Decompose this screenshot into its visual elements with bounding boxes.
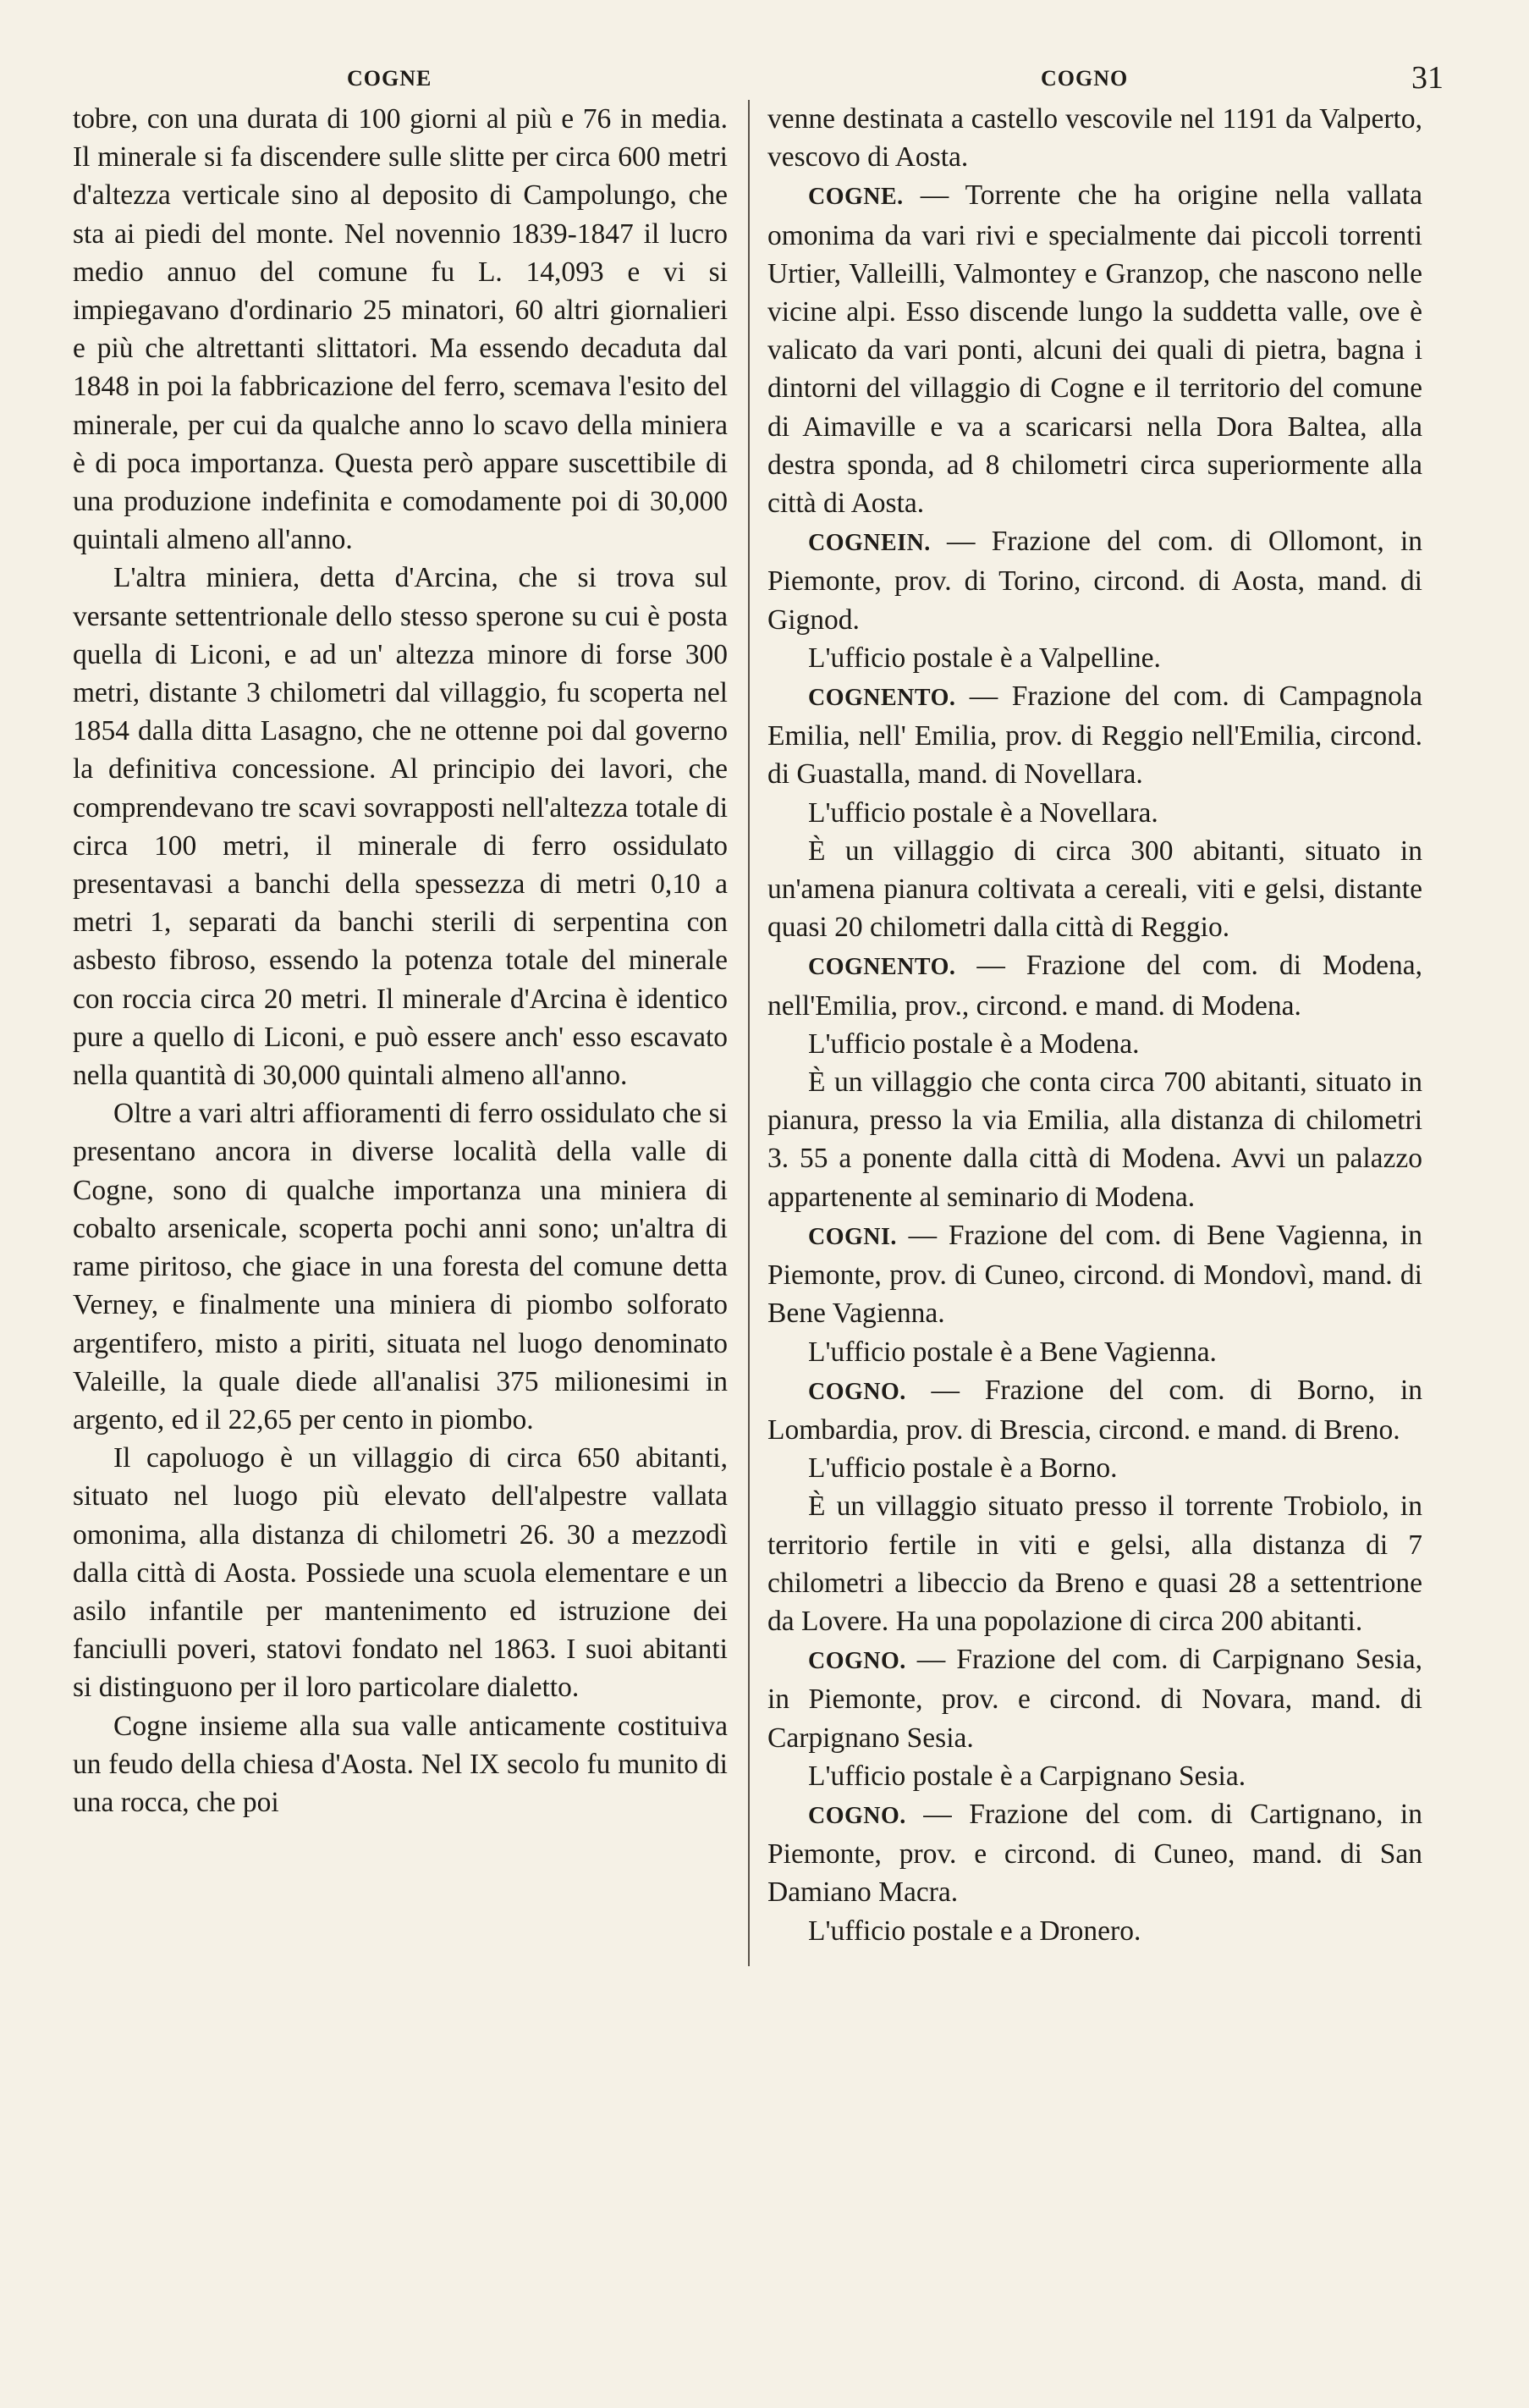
entry-paragraph <box>767 1449 1422 1487</box>
entry-text: — Frazione del com. di Campagnola Emilia, nell' Emilia, prov. di Reggio nell'Emilia, circond. di Guastalla, mand. di Novellara. <box>767 681 1422 791</box>
entry-text: È un villaggio che conta circa 700 abitanti, situato in pianura, presso la via Emilia, alla distanza di chilometri 3. 55 a ponente dalla città di Modena. Avvi un palazzo appartenente al seminario di Modena. <box>767 1066 1422 1213</box>
left-paragraph: Cogne insieme alla sua valle anticamente costituiva un feudo della chiesa d'Aosta. Nel IX secolo fu munito di una rocca, che poi <box>73 1710 728 1818</box>
entry-text: — Frazione del com. di Cartignano, in Piemonte, prov. e circond. di Cuneo, mand. di San Damiano Macra. <box>767 1798 1422 1909</box>
entry-text: — Frazione del com. di Borno, in Lombardia, prov. di Brescia, circond. e mand. di Breno. <box>767 1374 1422 1446</box>
entry-text: venne destinata a castello vescovile nel 1191 da Valperto, vescovo di Aosta. <box>767 103 1422 174</box>
entry-text: L'ufficio postale è a Modena. <box>808 1028 1140 1060</box>
entry-text: L'ufficio postale è a Borno. <box>808 1452 1118 1485</box>
entry-text: È un villaggio situato presso il torrente Trobiolo, in territorio fertile in viti e gelsi, alla distanza di 7 chilometri a libeccio da Breno e quasi 28 a settentrione da Lovere. Ha una popolazione di circa 200 abitanti. <box>767 1491 1422 1637</box>
entry-text: — Frazione del com. di Ollomont, in Piemonte, prov. di Torino, circond. di Aosta, mand. di Gignod. <box>767 526 1422 636</box>
entry-headword: COGNENTO. <box>808 954 956 981</box>
column-divider <box>748 100 750 1966</box>
entry-paragraph <box>767 1487 1422 1640</box>
entry-text: — Frazione del com. di Carpignano Sesia, in Piemonte, prov. e circond. di Novara, mand. di Carpignano Sesia. <box>767 1644 1422 1754</box>
dictionary-entry <box>767 1795 1422 1912</box>
right-column <box>767 100 1422 1950</box>
entry-paragraph <box>767 1912 1422 1950</box>
entry-paragraph <box>767 1025 1422 1063</box>
left-paragraph: Il capoluogo è un villaggio di circa 650 abitanti, situato nel luogo più elevato dell'alpestre vallata omonima, alla distanza di chilometri 26. 30 a mezzodì dalla città di Aosta. Possiede una scuola elementare e un asilo infantile per mantenimento ed istruzione dei fanciulli poveri, statovi fondato nel 1863. I suoi abitanti si distinguono per il loro particolare dialetto. <box>73 1442 728 1704</box>
entry-paragraph <box>767 794 1422 832</box>
dictionary-entry <box>767 946 1422 1024</box>
entry-headword: COGNO. <box>808 1378 906 1405</box>
left-paragraph: L'altra miniera, detta d'Arcina, che si trova sul versante settentrionale dello stesso sperone su cui è posta quella di Liconi, e ad un' altezza minore di forse 300 metri, distante 3 chilometri dal villaggio, fu scoperta nel 1854 dalla ditta Lasagno, che ne ottenne poi dal governo la definitiva concessione. Al principio dei lavori, che comprendevano tre scavi sovrapposti nell'altezza totale di circa 100 metri, il minerale di ferro ossidulato presentavasi a banchi della spessezza di metri 0,10 a metri 1, separati da banchi sterili di serpentina con asbesto fibroso, essendo la potenza totale del minerale con roccia circa 20 metri. Il minerale d'Arcina è identico pure a quello di Liconi, e può essere anch' esso escavato nella quantità di 30,000 quintali almeno all'anno. <box>73 562 728 1092</box>
entry-text: — Frazione del com. di Modena, nell'Emilia, prov., circond. e mand. di Modena. <box>767 950 1422 1022</box>
left-paragraph: Oltre a vari altri affioramenti di ferro ossidulato che si presentano ancora in diverse località della valle di Cogne, sono di qualche importanza una miniera di cobalto arsenicale, scoperta pochi anni sono; un'altra di rame piritoso, che giace in una foresta del comune detta Verney, e finalmente una miniera di piombo solforato argentifero, misto a piriti, situata nel luogo denominato Valeille, la quale diede all'analisi 375 milionesimi in argento, ed il 22,65 per cento in piombo. <box>73 1098 728 1435</box>
dictionary-entry <box>767 176 1422 522</box>
dictionary-entry <box>767 1216 1422 1333</box>
dictionary-entry <box>767 522 1422 639</box>
entry-text: — Torrente che ha origine nella vallata omonima da vari rivi e specialmente dai piccoli torrenti Urtier, Valleilli, Valmontey e Granzop, che nascono nelle vicine alpi. Esso discende lungo la suddetta valle, ove è valicato da vari ponti, alcuni dei quali di pietra, bagna i dintorni del villaggio di Cogne e il territorio del comune di Aimaville e va a scaricarsi nella Dora Baltea, alla destra sponda, ad 8 chilometri circa superiormente alla città di Aosta. <box>767 179 1422 520</box>
left-paragraph: tobre, con una durata di 100 giorni al più e 76 in media. Il minerale si fa discendere sulle slitte per circa 600 metri d'altezza verticale sino al deposito di Campolungo, che sta ai piedi del monte. Nel novennio 1839-1847 il lucro medio annuo del comune fu L. 14,093 e vi si impiegavano d'ordinario 25 minatori, 60 altri giornalieri e più che altrettanti slittatori. Ma essendo decaduta dal 1848 in poi la fabbricazione del ferro, scemava l'esito del minerale, per cui da qualche anno lo scavo della miniera è di poca importanza. Questa però appare suscettibile di una produzione indefinita e comodamente poi di 30,000 quintali almeno all'anno. <box>73 103 728 556</box>
entry-paragraph <box>767 639 1422 677</box>
dictionary-entry <box>767 1640 1422 1757</box>
entry-paragraph <box>767 100 1422 176</box>
running-header-right: COGNO <box>1041 66 1129 91</box>
page-number: 31 <box>1411 60 1444 96</box>
entry-paragraph <box>767 1757 1422 1795</box>
entry-text: L'ufficio postale è a Novellara. <box>808 796 1158 829</box>
entry-headword: COGNO. <box>808 1648 906 1675</box>
entry-headword: COGNEIN. <box>808 530 931 557</box>
entry-text: L'ufficio postale è a Valpelline. <box>808 642 1161 674</box>
dictionary-entry <box>767 677 1422 794</box>
entry-headword: COGNE. <box>808 184 904 211</box>
entry-text: È un villaggio di circa 300 abitanti, situato in un'amena pianura coltivata a cereali, viti e gelsi, distante quasi 20 chilometri dalla città di Reggio. <box>767 835 1422 944</box>
entry-text: — Frazione del com. di Bene Vagienna, in Piemonte, prov. di Cuneo, circond. di Mondovì, mand. di Bene Vagienna. <box>767 1219 1422 1330</box>
running-header-left: COGNE <box>347 66 432 91</box>
entry-text: L'ufficio postale e a Dronero. <box>808 1915 1141 1947</box>
left-column <box>73 100 728 1821</box>
entry-headword: COGNI. <box>808 1223 897 1250</box>
entry-headword: COGNO. <box>808 1802 906 1829</box>
dictionary-entry <box>767 1371 1422 1449</box>
entry-text: L'ufficio postale è a Carpignano Sesia. <box>808 1760 1246 1792</box>
entry-paragraph <box>767 1063 1422 1216</box>
entry-paragraph <box>767 1333 1422 1371</box>
entry-paragraph <box>767 832 1422 947</box>
entry-headword: COGNENTO. <box>808 685 956 712</box>
entry-text: L'ufficio postale è a Bene Vagienna. <box>808 1336 1217 1368</box>
